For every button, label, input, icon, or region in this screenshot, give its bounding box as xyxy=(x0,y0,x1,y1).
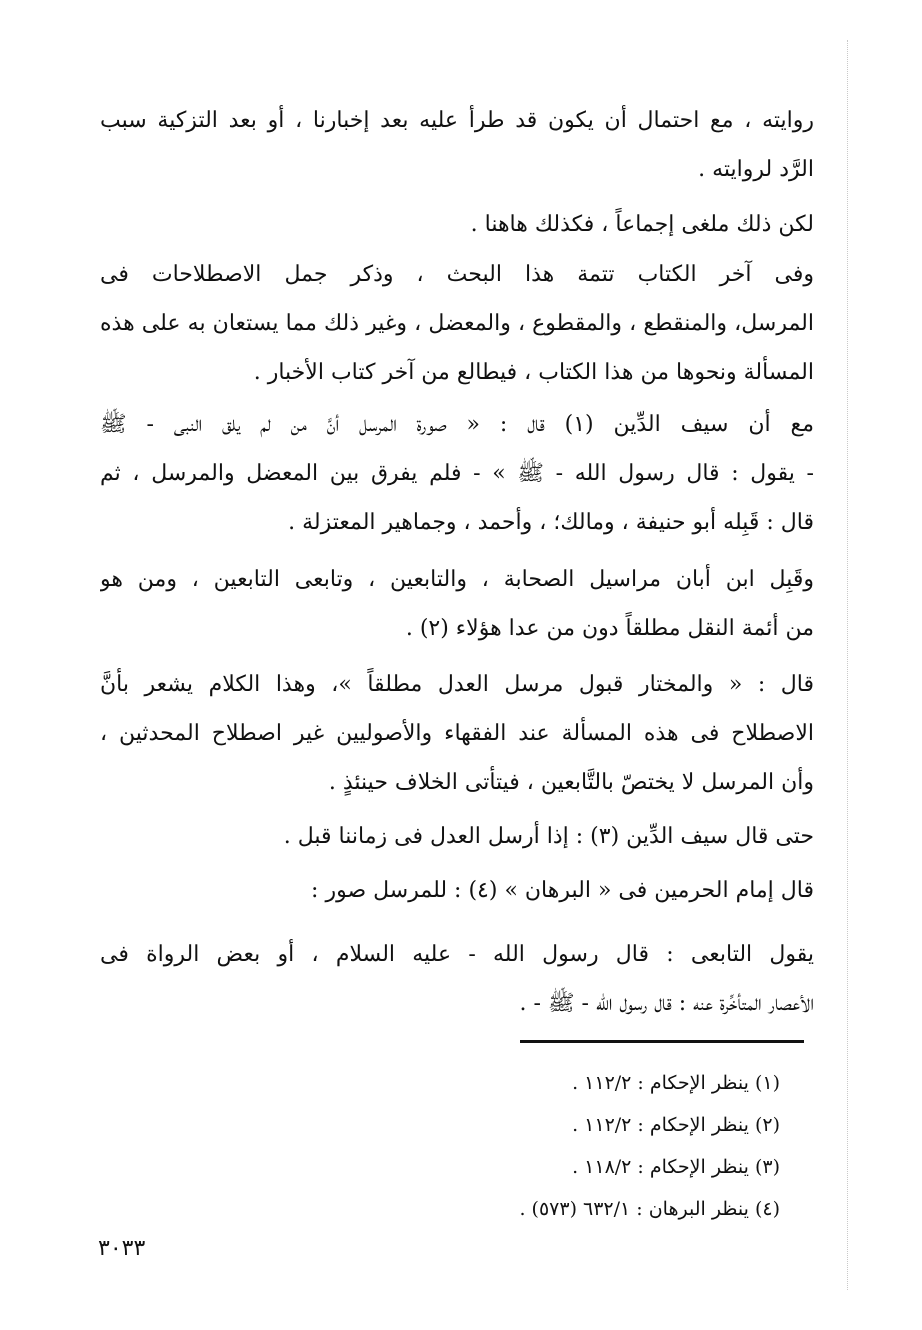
text-line: من أئمة النقل مطلقاً دون من عدا هؤلاء (٢) . xyxy=(405,616,814,641)
footnote-3: (٣) ينظر الإحكام : ١١٨/٢ . xyxy=(572,1156,780,1178)
paragraph xyxy=(100,96,814,194)
footnotes xyxy=(440,1062,780,1230)
text-line: يقول التابعى : قال رسول الله - عليه السلام ، أو بعض الرواة فى xyxy=(100,942,814,967)
text-line: الرَّد لروايته . xyxy=(698,157,814,182)
footnote-separator xyxy=(520,1040,804,1043)
text-line: روايته ، مع احتمال أن يكون قد طرأ عليه بعد إخبارنا ، أو بعد التزكية سبب xyxy=(100,108,814,133)
paragraph xyxy=(100,930,814,1028)
paragraph xyxy=(100,200,814,249)
text-line: وأن المرسل لا يختصّ بالتَّابعين ، فيتأتى الخلاف حينئذٍ . xyxy=(328,770,814,795)
paragraph xyxy=(100,400,814,547)
footnote-2: (٢) ينظر الإحكام : ١١٢/٢ . xyxy=(572,1114,780,1136)
paragraph xyxy=(100,812,814,861)
page-number: ٣٠٣٣ xyxy=(98,1236,146,1261)
paragraph xyxy=(100,660,814,807)
text-line: الأعصار المتأخِّرة عنه : قال رسول الله - ﷺ - . xyxy=(519,991,814,1016)
text-line: وفى آخر الكتاب تتمة هذا البحث ، وذكر جمل الاصطلاحات فى xyxy=(100,262,814,287)
text-line: قال : « والمختار قبول مرسل العدل مطلقاً »، وهذا الكلام يشعر بأنَّ xyxy=(100,672,814,697)
paragraph xyxy=(100,555,814,653)
paragraph xyxy=(100,866,814,915)
footnote-1: (١) ينظر الإحكام : ١١٢/٢ . xyxy=(572,1072,780,1094)
text-line: - يقول : قال رسول الله - ﷺ » - فلم يفرق بين المعضل والمرسل ، ثم xyxy=(100,461,814,486)
scan-edge xyxy=(846,40,848,1290)
text-line: مع أن سيف الدِّين (١) قال : « صورة المرسل أنَّ من لم يلق النبى - ﷺ xyxy=(100,412,814,437)
footnote-4: (٤) ينظر البرهان : ٦٣٢/١ (٥٧٣) . xyxy=(519,1198,780,1220)
paragraph xyxy=(100,250,814,397)
text-line: قال : قَبِله أبو حنيفة ، ومالك؛ ، وأحمد ، وجماهير المعتزلة . xyxy=(288,510,814,535)
text-line: حتى قال سيف الدِّين (٣) : إذا أرسل العدل فى زماننا قبل . xyxy=(283,824,814,849)
text-line: الاصطلاح فى هذه المسألة عند الفقهاء والأصوليين غير اصطلاح المحدثين ، xyxy=(100,721,814,746)
text-line: المرسل، والمنقطع ، والمقطوع ، والمعضل ، وغير ذلك مما يستعان به على هذه xyxy=(100,311,814,336)
text-line: وقَبِل ابن أبان مراسيل الصحابة ، والتابعين ، وتابعى التابعين ، ومن هو xyxy=(100,567,814,592)
text-line: قال إمام الحرمين فى « البرهان » (٤) : للمرسل صور : xyxy=(311,878,814,903)
text-line: لكن ذلك ملغى إجماعاً ، فكذلك هاهنا . xyxy=(470,212,814,237)
text-line: المسألة ونحوها من هذا الكتاب ، فيطالع من آخر كتاب الأخبار . xyxy=(253,360,814,385)
